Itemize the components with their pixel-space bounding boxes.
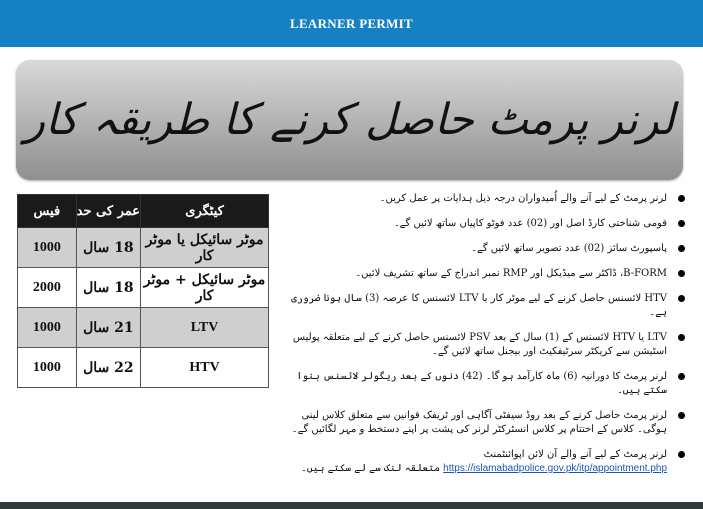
cell-age: 18 سال bbox=[76, 228, 141, 268]
cell-age: 18 سال bbox=[76, 268, 141, 308]
list-item: قومی شناختی کارڈ اصل اور (02) عدد فوٹو کاپیاں ساتھ لائیں گے۔ bbox=[275, 217, 689, 231]
list-item: لرنر پرمٹ کے لیے آنے والے آن لائن اپوائنٹمنٹ https://islamabadpolice.gov.pk/itp/appointment.php متعلقہ لنک سے لے سکتے ہیں۔ bbox=[275, 448, 689, 476]
cell-category: HTV bbox=[141, 348, 269, 388]
header-fee: فیس bbox=[18, 195, 77, 228]
page-header bbox=[0, 0, 703, 47]
list-item: لرنر پرمٹ حاصل کرنے کے بعد روڈ سیفٹی آگاہی اور ٹریفک قوانین سے متعلق کلاس لینی ہوگی۔ کلاس کے اختتام پر کلاس انسٹرکٹر لرنر کی پشت پر اپنے دستخط و مہر لگائیں گے۔ bbox=[275, 409, 689, 437]
cell-fee: 1000 bbox=[18, 308, 77, 348]
page-title: LEARNER PERMIT bbox=[289, 15, 413, 31]
table-row bbox=[18, 308, 269, 348]
header-category: کیٹگری bbox=[141, 195, 269, 228]
cell-category: LTV bbox=[141, 308, 269, 348]
header-age: عمر کی حد bbox=[76, 195, 141, 228]
list-item: HTV لائسنس حاصل کرنے کے لیے موٹر کار یا LTV لائسنس کا عرصہ (3) سال ہونا ضروری ہے۔ bbox=[275, 292, 689, 320]
bullet-icon bbox=[678, 373, 685, 380]
table-row bbox=[18, 348, 269, 388]
cell-category: موٹر سائیکل یا موٹر کار bbox=[141, 228, 269, 268]
list-item: لرنر پرمٹ کے لیے آنے والے اُمیدواران درجہ ذیل ہدایات پر عمل کریں۔ bbox=[275, 192, 689, 206]
bullet-icon bbox=[678, 195, 685, 202]
bullet-icon bbox=[678, 245, 685, 252]
cell-category: موٹر سائیکل + موٹر کار bbox=[141, 268, 269, 308]
appointment-link[interactable]: https://islamabadpolice.gov.pk/itp/appointment.php bbox=[443, 463, 667, 474]
bullet-icon bbox=[678, 270, 685, 277]
cell-fee: 1000 bbox=[18, 348, 77, 388]
table-row bbox=[18, 228, 269, 268]
bottom-bar bbox=[0, 502, 703, 509]
banner-title: لرنر پرمٹ حاصل کرنے کا طریقہ کار bbox=[24, 95, 675, 145]
bullet-icon bbox=[678, 451, 685, 458]
cell-fee: 2000 bbox=[18, 268, 77, 308]
list-item: لرنر پرمٹ کا دورانیہ (6) ماہ کارآمد ہو گا۔ (42) دنوں کے بعد ریگولر لائسنس بنوا سکتے ہیں۔ bbox=[275, 370, 689, 398]
bullet-icon bbox=[678, 220, 685, 227]
table-row bbox=[18, 268, 269, 308]
title-banner bbox=[16, 60, 683, 180]
bullet-icon bbox=[678, 295, 685, 302]
cell-age: 21 سال bbox=[76, 308, 141, 348]
bullet-icon bbox=[678, 334, 685, 341]
list-item: LTV یا HTV لائسنس کے (1) سال کے بعد PSV لائسنس حاصل کرنے کے لیے متعلقہ پولیس اسٹیشن سے کریکٹر سرٹیفکیٹ اور بیجنل ساتھ لائیں گے۔ bbox=[275, 331, 689, 359]
cell-fee: 1000 bbox=[18, 228, 77, 268]
list-item: پاسپورٹ سائز (02) عدد تصویر ساتھ لائیں گے۔ bbox=[275, 242, 689, 256]
cell-age: 22 سال bbox=[76, 348, 141, 388]
instructions-list bbox=[275, 192, 689, 487]
fees-table bbox=[17, 194, 269, 388]
list-item: B-FORM، ڈاکٹر سے میڈیکل اور RMP نمبر اندراج کے ساتھ تشریف لائیں۔ bbox=[275, 267, 689, 281]
bullet-icon bbox=[678, 412, 685, 419]
table-header-row bbox=[18, 195, 269, 228]
